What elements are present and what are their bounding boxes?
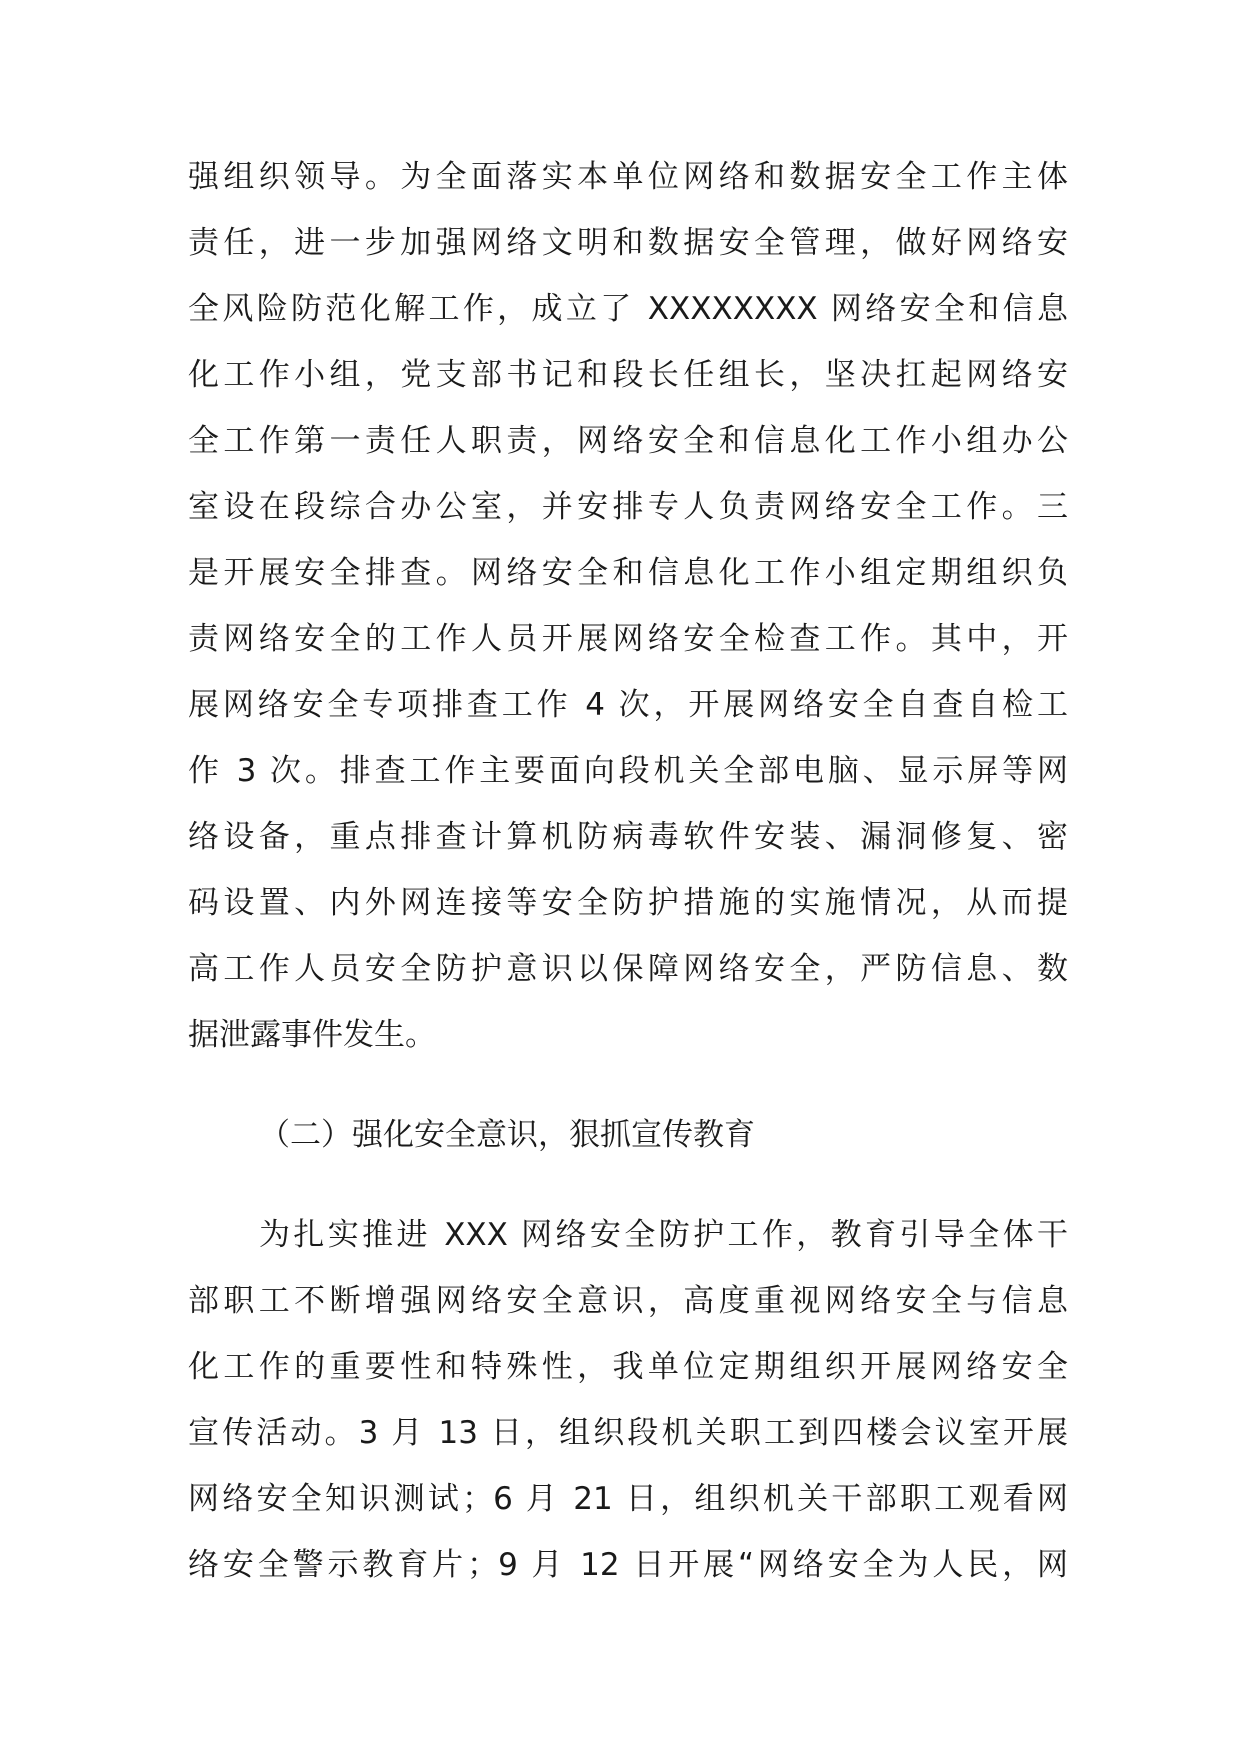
paragraph-line: 据泄露事件发生。 bbox=[188, 1017, 436, 1053]
paragraph-line: 部职工不断增强网络安全意识，高度重视网络安全与信息 bbox=[188, 1283, 1068, 1319]
paragraph-line: 高工作人员安全防护意识以保障网络安全，严防信息、数 bbox=[188, 951, 1068, 987]
paragraph-line: 化工作小组，党支部书记和段长任组长，坚决扛起网络安 bbox=[188, 357, 1068, 393]
paragraph-line: 为扎实推进 XXX 网络安全防护工作，教育引导全体干 bbox=[259, 1217, 1068, 1253]
paragraph-line: 展网络安全专项排查工作 4 次，开展网络安全自查自检工 bbox=[188, 687, 1068, 723]
section-heading: （二）强化安全意识，狠抓宣传教育 bbox=[259, 1117, 755, 1153]
paragraph-line: 作 3 次。排查工作主要面向段机关全部电脑、显示屏等网 bbox=[188, 753, 1068, 789]
paragraph-line: 强组织领导。为全面落实本单位网络和数据安全工作主体 bbox=[188, 159, 1068, 195]
paragraph-line: 码设置、内外网连接等安全防护措施的实施情况，从而提 bbox=[188, 885, 1068, 921]
paragraph-line: 责任，进一步加强网络文明和数据安全管理，做好网络安 bbox=[188, 225, 1068, 261]
paragraph-line: 络安全警示教育片；9 月 12 日开展“网络安全为人民，网 bbox=[188, 1547, 1068, 1583]
paragraph-line: 责网络安全的工作人员开展网络安全检查工作。其中，开 bbox=[188, 621, 1068, 657]
paragraph-line: 网络安全知识测试；6 月 21 日，组织机关干部职工观看网 bbox=[188, 1481, 1068, 1517]
paragraph-line: 络设备，重点排查计算机防病毒软件安装、漏洞修复、密 bbox=[188, 819, 1068, 855]
paragraph-line: 是开展安全排查。网络安全和信息化工作小组定期组织负 bbox=[188, 555, 1068, 591]
paragraph-line: 化工作的重要性和特殊性，我单位定期组织开展网络安全 bbox=[188, 1349, 1068, 1385]
paragraph-line: 宣传活动。3 月 13 日，组织段机关职工到四楼会议室开展 bbox=[188, 1415, 1068, 1451]
paragraph-line: 全风险防范化解工作，成立了 XXXXXXXX 网络安全和信息 bbox=[188, 291, 1068, 327]
paragraph-line: 室设在段综合办公室，并安排专人负责网络安全工作。三 bbox=[188, 489, 1068, 525]
paragraph-line: 全工作第一责任人职责，网络安全和信息化工作小组办公 bbox=[188, 423, 1068, 459]
